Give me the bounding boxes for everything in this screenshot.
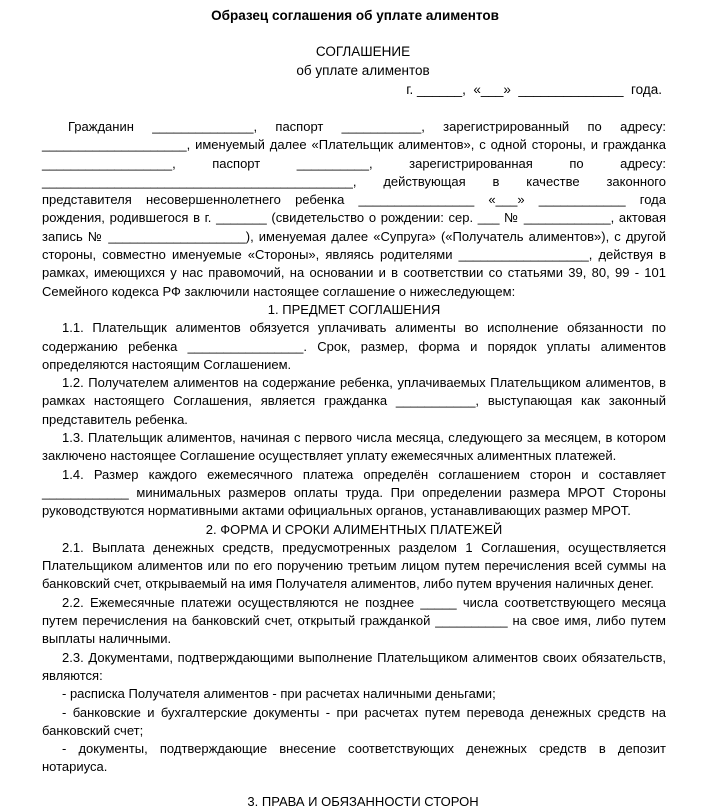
section-2-title: 2. ФОРМА И СРОКИ АЛИМЕНТНЫХ ПЛАТЕЖЕЙ — [205, 521, 503, 537]
paragraph-1-1: 1.1. Плательщик алиментов обязуется уплачивать алименты во исполнение обязанности по содержанию ребенка ________________. Срок, размер, форма и порядок уплаты алиментов определяются настоящим Соглашением. — [42, 320, 666, 372]
list-item-bank-documents: - банковские и бухгалтерские документы - при расчетах путем перевода денежных средств на банковский счет; — [42, 704, 666, 738]
document-body — [42, 118, 666, 777]
document-title: Образец соглашения об уплате алиментов — [211, 8, 499, 23]
paragraph-1-3: 1.3. Плательщик алиментов, начиная с первого числа месяца, следующего за месяцем, в котором заключено настоящее Соглашение осуществляет уплату ежемесячных алиментных платежей. — [42, 430, 666, 464]
place-date-line: г. ______, «___» ______________ года. — [406, 82, 662, 97]
paragraph-1-4: 1.4. Размер каждого ежемесячного платежа определён соглашением сторон и составляет ____________ минимальных размеров оплаты труда. При определении размера МРОТ Стороны руководствуются нормативными актами официальных органов, устанавливающих размер МРОТ. — [42, 466, 666, 519]
paragraph-2-1: 2.1. Выплата денежных средств, предусмотренных разделом 1 Соглашения, осуществляется Плательщиком алиментов или по его поручению третьим лицом путем перечисления всей суммы на банковский счет, открываемый на имя Получателя алиментов, либо путем вручения наличных денег. — [42, 539, 666, 592]
paragraph-2-3: 2.3. Документами, подтверждающими выполнение Плательщиком алиментов своих обязательств, являются: — [42, 649, 666, 683]
section-3-title: 3. ПРАВА И ОБЯЗАННОСТИ СТОРОН — [247, 794, 479, 809]
agreement-subheading: об уплате алиментов — [296, 63, 430, 78]
section-1-title: 1. ПРЕДМЕТ СОГЛАШЕНИЯ — [267, 301, 441, 317]
agreement-heading: СОГЛАШЕНИЕ — [315, 44, 411, 59]
intro-paragraph: Гражданин ______________, паспорт ___________, зарегистрированный по адресу: ____________________, именуемый далее «Плательщик алиментов», с одной стороны, и гражданка __________________, паспорт __________, зарегистрированная по адресу: ___________________________________________, действующая в качестве законного представителя несовершеннолетнего ребенка ________________ «___» ____________ года рождения, родившегося в г. _______ (свидетельство о рождении: сер. ___ № ____________, актовая запись № ___________________), именуемая далее «Супруга» («Получатель алиментов»), с другой стороны, совместно именуемые «Стороны», являясь родителями __________________, действуя в рамках, имеющихся у нас правомочий, на основании и в соответствии со статьями 39, 80, 99 - 101 Семейного кодекса РФ заключили настоящее соглашение о нижеследующем: — [42, 119, 666, 299]
list-item-notary-deposit: - документы, подтверждающие внесение соответствующих денежных средств в депозит нотариуса. — [42, 741, 666, 775]
paragraph-1-2: 1.2. Получателем алиментов на содержание ребенка, уплачиваемых Плательщиком алиментов, в рамках настоящего Соглашения, является гражданка ___________, выступающая как законный представитель ребенка. — [42, 375, 666, 427]
list-item-receipt: - расписка Получателя алиментов - при расчетах наличными деньгами; — [62, 686, 496, 702]
paragraph-2-2: 2.2. Ежемесячные платежи осуществляются не позднее _____ числа соответствующего месяца путем перечисления на банковский счет, открытый гражданкой __________ на свое имя, либо путем выплаты наличными. — [42, 594, 666, 647]
